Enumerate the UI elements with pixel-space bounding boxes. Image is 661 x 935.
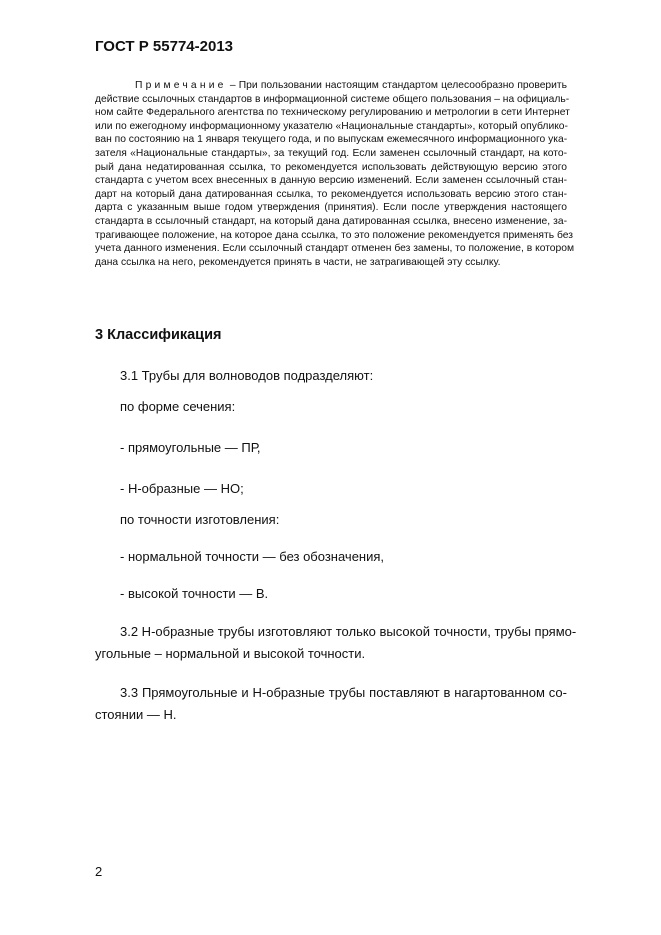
note-block: [95, 79, 575, 269]
note-line: дарта с указанным выше годом утверждения (принятия). Если после утверждения настоящего: [95, 202, 567, 214]
list-item: - прямоугольные — ПР,: [120, 440, 261, 455]
by-accuracy-label: по точности изготовления:: [120, 512, 280, 527]
note-line: зателя «Национальные стандарты», за текущий год. Если заменен ссылочный стандарт, на кото-: [95, 147, 567, 159]
clause-3-1: 3.1 Трубы для волноводов подразделяют:: [120, 368, 374, 383]
note-line: ван по состоянию на 1 января текущего года, и по выпускам ежемесячного информационного ука-: [95, 134, 568, 146]
by-shape-label: по форме сечения:: [120, 399, 236, 414]
note-line: ном сайте Федерального агентства по техническому регулированию и метрологии в сети Интернет: [95, 107, 570, 119]
note-line: трагивающее положение, на которое дана ссылка, то это положение рекомендуется применять без: [95, 229, 573, 241]
note-line: дарт на который дана датированная ссылка, то рекомендуется использовать версию этого стан-: [95, 188, 567, 200]
page-number: 2: [95, 864, 103, 879]
note-line: стандарта в ссылочный стандарт, на который дана датированная ссылка, внесено изменение, за-: [95, 215, 567, 227]
note-line: или по ежегодному информационному указателю «Национальные стандарты», который опублико-: [95, 120, 568, 132]
clause-3-3-line: 3.3 Прямоугольные и Н-образные трубы поставляют в нагартованном со-: [120, 685, 567, 700]
note-line: действие ссылочных стандартов в информационной системе общего пользования – на официаль-: [95, 93, 570, 105]
note-line: дана ссылка на него, рекомендуется принять в части, не затрагивающей эту ссылку.: [95, 256, 501, 268]
note-line: рый дана недатированная ссылка, то рекомендуется использовать действующую версию этого: [95, 161, 567, 173]
section-heading: 3 Классификация: [95, 327, 222, 343]
note-line: Примечание – При пользовании настоящим стандартом целесообразно проверить: [135, 80, 567, 91]
list-item: - высокой точности — В.: [120, 586, 269, 601]
list-item: - Н-образные — НО;: [120, 481, 244, 496]
clause-3-2-line: угольные – нормальной и высокой точности.: [95, 646, 366, 661]
note-label: Примечание: [135, 80, 227, 91]
note-line: стандарта с учетом всех внесенных в данную версию изменений. Если заменен ссылочный стан-: [95, 175, 567, 187]
note-line: учета данного изменения. Если ссылочный стандарт отменен без замены, то положение, в котором: [95, 243, 575, 255]
clause-3-2-line: 3.2 Н-образные трубы изготовляют только высокой точности, трубы прямо-: [120, 624, 577, 639]
list-item: - нормальной точности — без обозначения,: [120, 549, 385, 564]
clause-3-3-line: стоянии — Н.: [95, 707, 177, 722]
document-header: ГОСТ Р 55774-2013: [95, 38, 234, 55]
